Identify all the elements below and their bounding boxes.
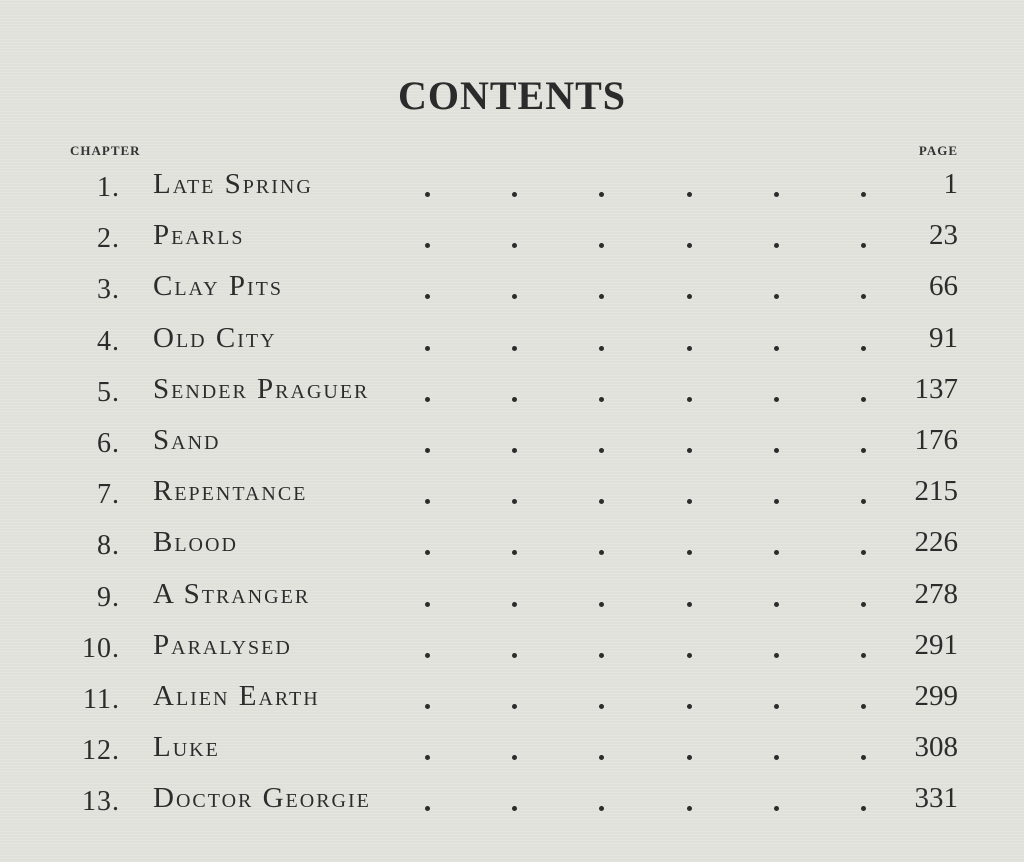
leader-dot <box>774 448 779 453</box>
chapter-title: Repentance <box>153 475 308 508</box>
dot-leader <box>330 625 874 676</box>
leader-dot <box>861 755 866 760</box>
leader-dot <box>774 294 779 299</box>
leader-dot <box>512 755 517 760</box>
leader-dot <box>687 755 692 760</box>
toc-entry <box>0 215 1024 266</box>
leader-dot <box>687 550 692 555</box>
leader-dot <box>774 346 779 351</box>
leader-dot <box>774 397 779 402</box>
chapter-number: 13. <box>82 786 120 818</box>
page-number: 278 <box>914 577 958 610</box>
chapter-number: 2. <box>97 223 120 255</box>
page-number: 308 <box>914 731 958 764</box>
toc-entry <box>0 369 1024 420</box>
toc-entry <box>0 625 1024 676</box>
toc-entry <box>0 727 1024 778</box>
chapter-title: Blood <box>153 526 238 559</box>
dot-leader <box>330 574 874 625</box>
chapter-number: 8. <box>97 530 120 562</box>
chapter-title: Sender Praguer <box>153 372 370 405</box>
leader-dot <box>512 704 517 709</box>
chapter-title: Doctor Georgie <box>153 782 371 815</box>
chapter-number: 3. <box>97 274 120 306</box>
leader-dot <box>599 755 604 760</box>
chapter-column-header: CHAPTER <box>70 143 141 158</box>
leader-dot <box>861 346 866 351</box>
leader-dot <box>861 397 866 402</box>
dot-leader <box>330 676 874 727</box>
toc-entry <box>0 318 1024 369</box>
chapter-number: 7. <box>97 479 120 511</box>
leader-dot <box>861 704 866 709</box>
page-number: 226 <box>914 526 958 559</box>
leader-dot <box>425 499 430 504</box>
leader-dot <box>599 806 604 811</box>
chapter-title: Paralysed <box>153 628 292 661</box>
toc-entry <box>0 574 1024 625</box>
page-number: 215 <box>914 475 958 508</box>
leader-dot <box>774 499 779 504</box>
leader-dot <box>687 602 692 607</box>
leader-dot <box>774 806 779 811</box>
chapter-title: Luke <box>153 731 220 764</box>
leader-dot <box>425 294 430 299</box>
leader-dot <box>599 704 604 709</box>
leader-dot <box>687 294 692 299</box>
chapter-title: Sand <box>153 423 221 456</box>
leader-dot <box>512 806 517 811</box>
leader-dot <box>687 192 692 197</box>
page-column-header: PAGE <box>918 143 958 158</box>
leader-dot <box>512 243 517 248</box>
leader-dot <box>599 346 604 351</box>
leader-dot <box>512 294 517 299</box>
leader-dot <box>687 243 692 248</box>
leader-dot <box>861 653 866 658</box>
chapter-title: A Stranger <box>153 577 311 610</box>
leader-dot <box>599 397 604 402</box>
page-title: CONTENTS <box>397 73 627 118</box>
leader-dot <box>512 346 517 351</box>
toc-entry <box>0 676 1024 727</box>
leader-dot <box>512 499 517 504</box>
leader-dot <box>425 653 430 658</box>
toc-entry <box>0 266 1024 317</box>
leader-dot <box>425 755 430 760</box>
leader-dot <box>774 653 779 658</box>
leader-dot <box>599 653 604 658</box>
leader-dot <box>425 448 430 453</box>
leader-dot <box>425 550 430 555</box>
leader-dot <box>425 602 430 607</box>
leader-dot <box>774 704 779 709</box>
chapter-title: Old City <box>153 321 277 354</box>
leader-dot <box>512 192 517 197</box>
chapter-number: 12. <box>82 735 120 767</box>
chapter-number: 4. <box>97 325 120 357</box>
leader-dot <box>425 397 430 402</box>
chapter-title: Pearls <box>153 219 245 252</box>
dot-leader <box>330 318 874 369</box>
dot-leader <box>330 727 874 778</box>
dot-leader <box>330 471 874 522</box>
leader-dot <box>512 397 517 402</box>
page-number: 331 <box>914 782 958 815</box>
leader-dot <box>512 602 517 607</box>
chapter-number: 1. <box>97 172 120 203</box>
chapter-number: 9. <box>97 581 120 613</box>
leader-dot <box>861 806 866 811</box>
page-number: 66 <box>929 270 958 303</box>
chapter-number: 5. <box>97 376 120 408</box>
leader-dot <box>861 550 866 555</box>
leader-dot <box>687 499 692 504</box>
chapter-title: Alien Earth <box>153 679 320 712</box>
page-number: 1 <box>943 168 958 200</box>
leader-dot <box>861 192 866 197</box>
leader-dot <box>687 806 692 811</box>
chapter-number: 10. <box>82 632 120 664</box>
chapter-number: 11. <box>83 683 120 715</box>
leader-dot <box>599 243 604 248</box>
leader-dot <box>425 704 430 709</box>
leader-dot <box>425 806 430 811</box>
leader-dot <box>774 192 779 197</box>
page-number: 291 <box>914 628 958 661</box>
dot-leader <box>330 215 874 266</box>
toc-entry <box>0 420 1024 471</box>
page-number: 176 <box>914 423 958 456</box>
leader-dot <box>861 243 866 248</box>
leader-dot <box>599 448 604 453</box>
dot-leader <box>330 369 874 420</box>
leader-dot <box>687 448 692 453</box>
leader-dot <box>599 550 604 555</box>
leader-dot <box>512 448 517 453</box>
page-number: 91 <box>929 321 958 354</box>
toc-entry <box>0 522 1024 573</box>
leader-dot <box>599 192 604 197</box>
dot-leader <box>330 420 874 471</box>
leader-dot <box>774 243 779 248</box>
dot-leader <box>330 164 874 215</box>
leader-dot <box>861 602 866 607</box>
dot-leader <box>330 522 874 573</box>
leader-dot <box>599 294 604 299</box>
leader-dot <box>599 499 604 504</box>
leader-dot <box>774 755 779 760</box>
table-of-contents <box>0 164 1024 829</box>
leader-dot <box>687 397 692 402</box>
leader-dot <box>425 192 430 197</box>
leader-dot <box>599 602 604 607</box>
leader-dot <box>512 653 517 658</box>
leader-dot <box>861 448 866 453</box>
toc-entry <box>0 471 1024 522</box>
page-number: 299 <box>914 679 958 712</box>
toc-entry <box>0 778 1024 829</box>
page-number: 137 <box>914 372 958 405</box>
leader-dot <box>774 550 779 555</box>
dot-leader <box>330 778 874 829</box>
leader-dot <box>425 243 430 248</box>
chapter-title: Clay Pits <box>153 270 283 303</box>
dot-leader <box>330 266 874 317</box>
toc-entry <box>0 164 1024 215</box>
page-number: 23 <box>929 219 958 252</box>
chapter-number: 6. <box>97 427 120 459</box>
leader-dot <box>861 499 866 504</box>
leader-dot <box>774 602 779 607</box>
leader-dot <box>687 346 692 351</box>
leader-dot <box>861 294 866 299</box>
leader-dot <box>425 346 430 351</box>
chapter-title: Late Spring <box>153 168 313 200</box>
leader-dot <box>687 704 692 709</box>
leader-dot <box>687 653 692 658</box>
leader-dot <box>512 550 517 555</box>
